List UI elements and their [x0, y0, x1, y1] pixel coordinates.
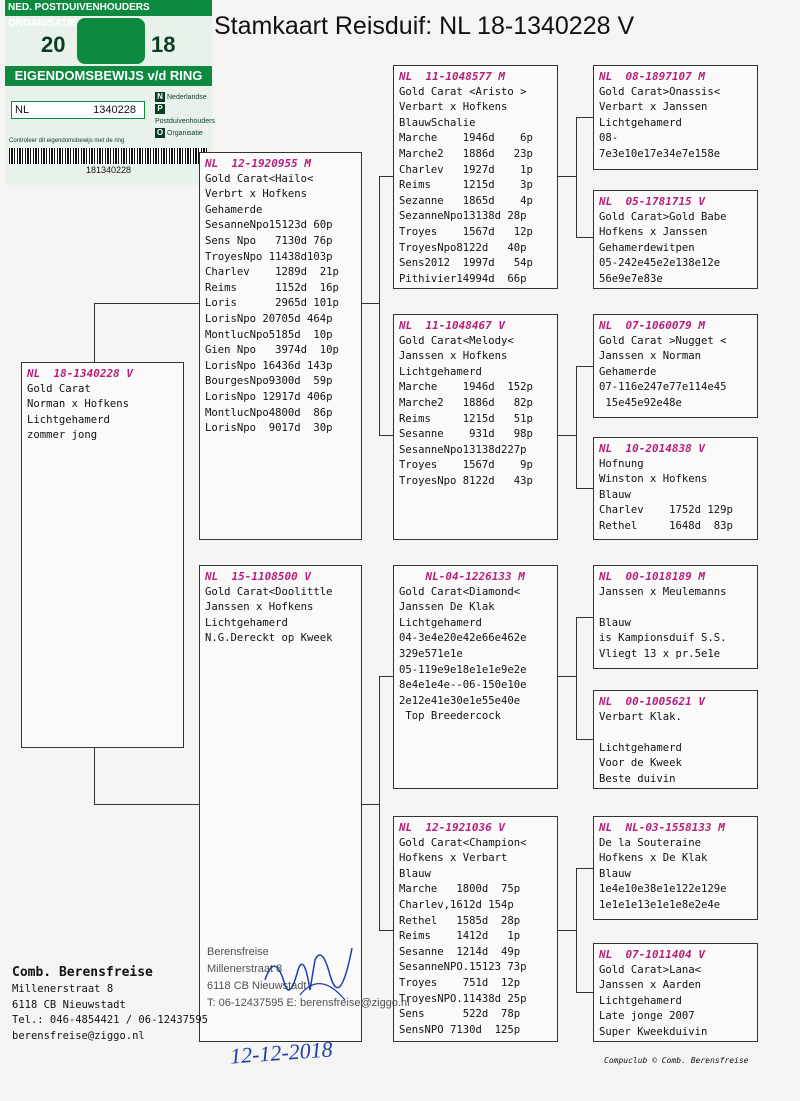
- connector: [94, 303, 95, 362]
- pigeon-box-mmm: [593, 943, 758, 1042]
- pedigree-line: BlauwSchalie: [399, 116, 476, 129]
- ring-number: NL 00-1005621 V: [599, 695, 705, 708]
- certificate-warning: Controleer dit eigendomsbewijs met de ring: [9, 138, 125, 144]
- pedigree-line: Blauw: [599, 488, 631, 501]
- pedigree-line: Sesanne 931d 98p: [399, 428, 533, 441]
- connector: [576, 868, 593, 869]
- pedigree-line: Reims 1412d 1p: [399, 930, 521, 943]
- connector: [362, 804, 379, 805]
- pedigree-line: Hofkens x Janssen: [599, 226, 708, 239]
- pedigree-line: Janssen x Norman: [599, 350, 702, 363]
- ring-number: NL 18-1340228 V: [27, 367, 133, 380]
- pedigree-line: Reims 1215d 51p: [399, 412, 533, 425]
- pedigree-line: LorisNpo 12917d 406p: [205, 390, 333, 403]
- stamp-line: Millenerstraat 8: [207, 963, 283, 975]
- connector: [576, 992, 593, 993]
- connector: [576, 739, 593, 740]
- pedigree-line: Reims 1215d 3p: [399, 179, 533, 192]
- pedigree-line: Verbrt x Hofkens: [205, 188, 308, 201]
- pedigree-line: Gehamerde: [599, 365, 657, 378]
- pedigree-line: SesanneNpo13138d227p: [399, 443, 527, 456]
- pedigree-line: Blauw: [599, 616, 631, 629]
- pedigree-line: TroyesNpo 11438d103p: [205, 250, 333, 263]
- pedigree-line: Charlev 1927d 1p: [399, 163, 533, 176]
- certificate-band: EIGENDOMSBEWIJS v/d RING: [5, 66, 212, 86]
- pedigree-line: 08-: [599, 132, 619, 145]
- pedigree-line: De la Souteraine: [599, 836, 702, 849]
- connector: [576, 237, 593, 238]
- pedigree-line: zommer jong: [27, 429, 98, 442]
- pedigree-line: Beste duivin: [599, 772, 676, 785]
- pedigree-line: 1e1e1e13e1e1e8e2e4e: [599, 898, 721, 911]
- connector: [576, 366, 593, 367]
- pedigree-line: Troyes 751d 12p: [399, 976, 521, 989]
- pigeon-box-fmf: [593, 314, 758, 418]
- pedigree-line: [599, 725, 752, 741]
- ring-number: 1340228: [93, 104, 136, 116]
- year-right: 18: [151, 32, 176, 57]
- pedigree-line: Gold Carat: [27, 382, 91, 395]
- pigeon-box-ffm: [593, 190, 758, 289]
- connector: [362, 303, 379, 304]
- pedigree-line: Troyes 1567d 12p: [399, 225, 533, 238]
- pedigree-line: Verbart Klak.: [599, 710, 682, 723]
- pedigree-line: Late jonge 2007: [599, 1010, 695, 1023]
- owner-line: Millenerstraat 8: [12, 983, 114, 995]
- pigeon-box-mmf: [593, 816, 758, 920]
- pedigree-line: Gold Carat <Aristo >: [399, 85, 527, 98]
- pedigree-line: Voor de Kweek: [599, 757, 682, 770]
- pedigree-line: Marche 1800d 75p: [399, 883, 521, 896]
- pedigree-line: Gold Carat>Lana<: [599, 963, 702, 976]
- pedigree-line: Gold Carat>Gold Babe: [599, 210, 727, 223]
- pedigree-line: Sesanne 1214d 49p: [399, 945, 521, 958]
- pedigree-line: 329e571e1e: [399, 647, 463, 660]
- pedigree-line: Winston x Hofkens: [599, 473, 708, 486]
- pedigree-line: Janssen De Klak: [399, 601, 495, 614]
- stamp-line: Berensfreise: [207, 946, 269, 958]
- ring-number: NL 12-1920955 M: [205, 157, 311, 170]
- ring-number: NL 07-1011404 V: [599, 948, 705, 961]
- npo-line-3: Organisatie: [167, 130, 203, 137]
- year-left: 20: [41, 32, 66, 57]
- pedigree-line: TroyesNpo8122d 40p: [399, 241, 527, 254]
- pedigree-line: Gold Carat<Diamond<: [399, 585, 521, 598]
- pedigree-line: 8e4e1e4e--06-150e10e: [399, 679, 527, 692]
- pedigree-line: Lichtgehamerd: [205, 616, 288, 629]
- connector: [379, 435, 393, 436]
- ring-number: NL 05-1781715 V: [599, 195, 705, 208]
- pedigree-line: Gehamerde: [205, 203, 263, 216]
- pedigree-line: Hofkens x Verbart: [399, 852, 508, 865]
- crest-logo: [77, 18, 145, 64]
- connector: [558, 676, 576, 677]
- pedigree-line: Marche 1946d 152p: [399, 381, 533, 394]
- pedigree-line: LorisNpo 9017d 30p: [205, 422, 333, 435]
- pedigree-line: SesanneNpo15123d 60p: [205, 219, 333, 232]
- pedigree-line: Rethel 1648d 83p: [599, 519, 733, 532]
- pigeon-box-mm: [393, 816, 558, 1042]
- country-code: NL: [15, 104, 30, 116]
- connector: [94, 748, 95, 804]
- pedigree-line: 2e12e41e30e1e55e40e: [399, 694, 521, 707]
- barcode-number: 181340228: [85, 165, 132, 175]
- pedigree-line: SensNPO 7130d 125p: [399, 1023, 521, 1036]
- npo-logo: N Nederlandse PPostduivenhouders O Organisatie: [155, 92, 215, 137]
- connector: [576, 366, 577, 488]
- pedigree-line: 05-119e9e18e1e1e9e2e: [399, 663, 527, 676]
- pedigree-line: Blauw: [599, 867, 631, 880]
- pedigree-line: Loris 2965d 101p: [205, 297, 339, 310]
- pedigree-line: Verbart x Janssen: [599, 101, 708, 114]
- connector: [379, 930, 393, 931]
- connector: [379, 176, 393, 177]
- stamp-line: 6118 CB Nieuwstadt: [207, 980, 307, 992]
- connector: [558, 930, 576, 931]
- ring-number: NL 15-1108500 V: [205, 570, 311, 583]
- pedigree-line: 56e9e7e83e: [599, 272, 663, 285]
- barcode: [9, 148, 207, 164]
- owner-line: 6118 CB Nieuwstadt: [12, 998, 126, 1011]
- pedigree-line: Lichtgehamerd: [399, 616, 482, 629]
- ring-number: NL 11-1048467 V: [399, 319, 505, 332]
- pedigree-line: Janssen x Aarden: [599, 979, 702, 992]
- pigeon-box-mf: [393, 565, 558, 789]
- pedigree-line: 07-116e247e77e114e45: [599, 381, 727, 394]
- pedigree-line: TroyesNpo 8122d 43p: [399, 474, 533, 487]
- pedigree-line: Sens 522d 78p: [399, 1008, 521, 1021]
- pedigree-line: Marche 1946d 6p: [399, 132, 533, 145]
- pedigree-line: SesanneNPO.15123 73p: [399, 961, 527, 974]
- page-title: Stamkaart Reisduif: NL 18-1340228 V: [214, 12, 635, 40]
- pedigree-line: Janssen x Hofkens: [205, 601, 314, 614]
- pedigree-line: Rethel 1585d 28p: [399, 914, 521, 927]
- pedigree-line: Gold Carat<Hailo<: [205, 172, 314, 185]
- connector: [576, 868, 577, 992]
- pedigree-line: 7e3e10e17e34e7e158e: [599, 147, 721, 160]
- ring-number: NL 10-2014838 V: [599, 442, 705, 455]
- pigeon-box-mfm: [593, 690, 758, 789]
- ring-number-box: [11, 101, 145, 119]
- pedigree-line: 04-3e4e20e42e66e462e: [399, 632, 527, 645]
- connector: [379, 676, 380, 930]
- footer-credit: Compuclub © Comb. Berensfreise: [604, 1056, 749, 1065]
- pedigree-line: Gold Carat >Nugget <: [599, 334, 727, 347]
- pedigree-line: Reims 1152d 16p: [205, 281, 339, 294]
- pedigree-line: Janssen x Meulemanns: [599, 585, 727, 598]
- ring-number: NL 11-1048577 M: [399, 70, 505, 83]
- pedigree-line: Lichtgehamerd: [599, 994, 682, 1007]
- npo-line-1: Nederlandse: [167, 94, 207, 101]
- pedigree-line: Lichtgehamerd: [599, 741, 682, 754]
- pedigree-line: 1e4e10e38e1e122e129e: [599, 883, 727, 896]
- pedigree-line: is Kampionsduif S.S.: [599, 632, 727, 645]
- pedigree-line: Super Kweekduivin: [599, 1025, 708, 1038]
- pedigree-line: Gold Carat<Champion<: [399, 836, 527, 849]
- connector: [576, 488, 593, 489]
- connector: [558, 176, 576, 177]
- pigeon-box-ff: [393, 65, 558, 289]
- connector: [94, 303, 199, 304]
- owner-line: Tel.: 046-4854421 / 06-12437595: [12, 1014, 208, 1026]
- pedigree-line: TroyesNPO.11438d 25p: [399, 992, 527, 1005]
- pedigree-line: Sens2012 1997d 54p: [399, 257, 533, 270]
- pedigree-line: Gehamerdewitpen: [599, 241, 695, 254]
- pedigree-line: [599, 600, 752, 616]
- stamp-line: T: 06-12437595 E: berensfreise@ziggo.nl: [207, 997, 410, 1009]
- pigeon-box-father: [199, 152, 362, 540]
- pedigree-line: MontlucNpo4800d 86p: [205, 406, 333, 419]
- pedigree-line: Lichtgehamerd: [599, 116, 682, 129]
- pedigree-line: Gold Carat<Doolittle: [205, 585, 333, 598]
- pedigree-line: Sens Npo 7130d 76p: [205, 234, 333, 247]
- ring-certificate-label: [5, 0, 215, 185]
- pedigree-line: Pithivier14994d 66p: [399, 272, 527, 285]
- pedigree-line: Marche2 1886d 23p: [399, 147, 533, 160]
- pedigree-line: SezanneNpo13138d 28p: [399, 210, 527, 223]
- pedigree-line: MontlucNpo5185d 10p: [205, 328, 333, 341]
- pedigree-line: Top Breedercock: [399, 710, 502, 723]
- connector: [558, 435, 576, 436]
- pedigree-line: BourgesNpo9300d 59p: [205, 375, 333, 388]
- pedigree-line: Verbart x Hofkens: [399, 101, 508, 114]
- connector: [576, 117, 577, 237]
- pedigree-line: Gold Carat<Melody<: [399, 334, 514, 347]
- ring-number: NL-04-1226133 M: [399, 570, 525, 583]
- ring-number: NL NL-03-1558133 M: [599, 821, 725, 834]
- pigeon-box-fm: [393, 314, 558, 540]
- pedigree-line: Norman x Hofkens: [27, 398, 130, 411]
- pedigree-line: Lichtgehamerd: [399, 365, 482, 378]
- org-name: NED. POSTDUIVENHOUDERS ORGANISATIE: [5, 0, 212, 16]
- pedigree-line: Blauw: [399, 867, 431, 880]
- pedigree-line: Troyes 1567d 9p: [399, 459, 533, 472]
- pedigree-line: Gien Npo 3974d 10p: [205, 344, 339, 357]
- pigeon-box-main: [21, 362, 184, 748]
- owner-name: Comb. Berensfreise: [12, 965, 153, 980]
- pedigree-line: 05-242e45e2e138e12e: [599, 257, 721, 270]
- connector: [576, 117, 593, 118]
- connector: [379, 676, 393, 677]
- pedigree-line: Gold Carat>Onassis<: [599, 85, 721, 98]
- signature: [260, 940, 360, 1020]
- pigeon-box-fff: [593, 65, 758, 170]
- pedigree-line: Marche2 1886d 82p: [399, 396, 533, 409]
- pedigree-line: Sezanne 1865d 4p: [399, 194, 533, 207]
- pedigree-line: LorisNpo 20705d 464p: [205, 312, 333, 325]
- owner-line: berensfreise@ziggo.nl: [12, 1029, 145, 1042]
- ring-number: NL 08-1897107 M: [599, 70, 705, 83]
- pedigree-line: Charlev 1752d 129p: [599, 504, 733, 517]
- pedigree-line: LorisNpo 16436d 143p: [205, 359, 333, 372]
- pedigree-line: 15e45e92e48e: [599, 396, 682, 409]
- ring-number: NL 00-1018189 M: [599, 570, 705, 583]
- pedigree-line: Lichtgehamerd: [27, 413, 110, 426]
- connector: [94, 804, 199, 805]
- connector: [576, 617, 577, 739]
- connector: [576, 617, 593, 618]
- owner-block: [12, 964, 208, 1044]
- pedigree-line: Janssen x Hofkens: [399, 350, 508, 363]
- pigeon-box-fmm: [593, 437, 758, 540]
- pedigree-line: Charlev 1289d 21p: [205, 266, 339, 279]
- npo-line-2: Postduivenhouders: [155, 118, 215, 125]
- connector: [379, 176, 380, 435]
- pedigree-line: Hofnung: [599, 457, 644, 470]
- ring-number: NL 12-1921036 V: [399, 821, 505, 834]
- handwritten-date: 12-12-2018: [229, 1036, 334, 1069]
- ring-number: NL 07-1060079 M: [599, 319, 705, 332]
- pigeon-box-mff: [593, 565, 758, 669]
- pedigree-line: N.G.Dereckt op Kweek: [205, 632, 333, 645]
- pedigree-line: Hofkens x De Klak: [599, 852, 708, 865]
- pedigree-line: Vliegt 13 x pr.5e1e: [599, 647, 721, 660]
- pedigree-line: Charlev,1612d 154p: [399, 898, 514, 911]
